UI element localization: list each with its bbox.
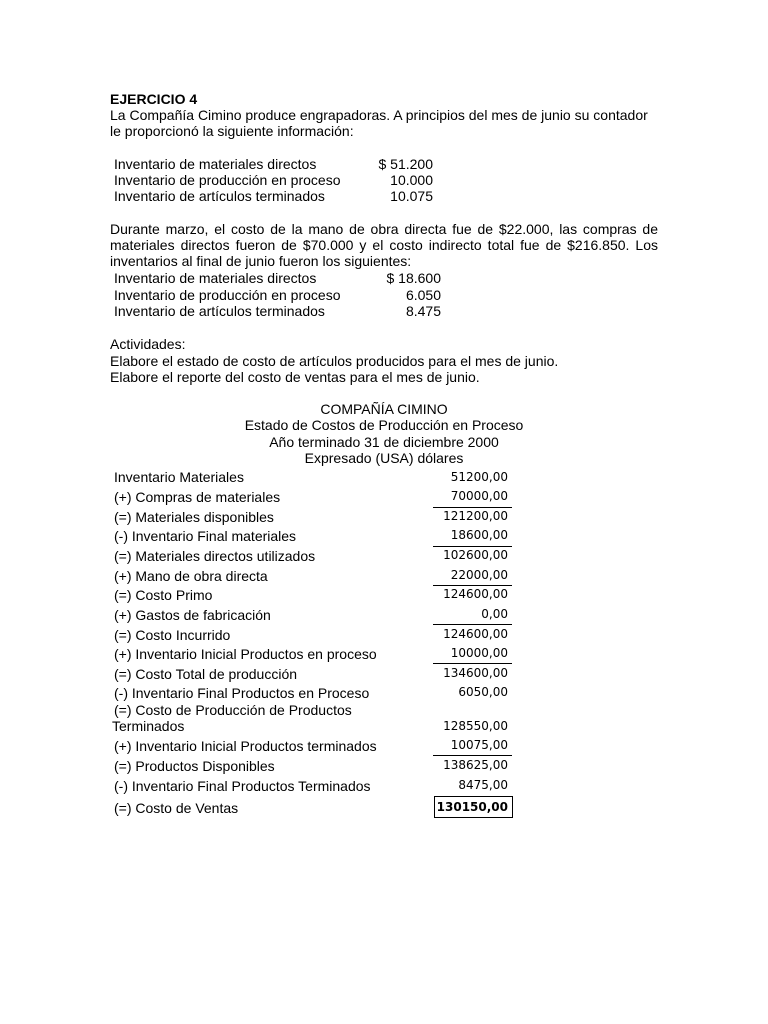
initial-inventory-value: $ 51.200 [378,156,433,172]
initial-inventory-label: Inventario de artículos terminados [114,188,325,204]
statement-currency: Expresado (USA) dólares [304,450,464,466]
statement-row-value: 128550,00 [443,719,508,733]
initial-inventory-label: Inventario de materiales directos [114,156,317,172]
statement-row-label: (+) Mano de obra directa [114,568,268,584]
march-paragraph: Durante marzo, el costo de la mano de obra directa fue de $22.000, las compras de materiales directos fueron de $70.000 y el costo indirecto total fue de $216.850. Los inventarios al final de junio fueron los siguientes: [110,221,658,269]
statement-row-label: (-) Inventario Final Productos Terminados [114,778,371,794]
statement-row-label: (+) Inventario Inicial Productos terminados [114,738,377,754]
statement-row-value: 124600,00 [443,627,508,641]
final-inventory-label: Inventario de artículos terminados [114,303,325,319]
statement-row-label: (=) Costo de Ventas [114,800,239,816]
statement-row-label: (=) Materiales disponibles [114,509,274,525]
statement-row-value: 10075,00 [450,738,508,752]
activities-title: Actividades: [110,336,186,352]
statement-row-label: (+) Inventario Inicial Productos en proceso [114,646,377,662]
initial-inventory-label: Inventario de producción en proceso [114,172,341,188]
statement-title: Estado de Costos de Producción en Proceso [244,417,524,433]
statement-row-label-continued: Terminados [112,718,185,734]
statement-row-value: 102600,00 [443,548,508,562]
final-inventory-label: Inventario de producción en proceso [114,287,341,303]
final-inventory-value: $ 18.600 [386,270,441,286]
activity-item: Elabore el reporte del costo de ventas para el mes de junio. [110,369,480,385]
initial-inventory-value: 10.075 [390,188,433,204]
total-rule [433,624,512,625]
statement-row-value: 22000,00 [450,568,508,582]
statement-row-label: (=) Materiales directos utilizados [114,548,316,564]
total-rule [433,755,512,756]
statement-row-value: 6050,00 [458,685,508,699]
exercise-title: EJERCICIO 4 [110,91,198,107]
intro-line-2: le proporcionó la siguiente información: [110,123,354,139]
statement-row-value: 124600,00 [443,587,508,601]
initial-inventory-value: 10.000 [390,172,433,188]
statement-row-label: (+) Compras de materiales [114,489,281,505]
statement-period: Año terminado 31 de diciembre 2000 [269,434,499,450]
total-rule [433,663,512,664]
statement-company: COMPAÑÍA CIMINO [320,401,448,417]
statement-row-label: (+) Gastos de fabricación [114,607,271,623]
statement-row-value: 121200,00 [443,509,508,523]
statement-row-label: (=) Costo de Producción de Productos [114,702,352,718]
cost-of-sales-value: 130150,00 [436,800,508,814]
final-inventory-value: 6.050 [405,287,441,303]
statement-row-value: 8475,00 [458,778,508,792]
statement-row-label: Inventario Materiales [114,469,244,485]
statement-row-label: (-) Inventario Final materiales [114,528,297,544]
statement-row-value: 51200,00 [450,470,508,484]
statement-row-value: 70000,00 [450,489,508,503]
statement-row-value: 134600,00 [443,666,508,680]
statement-row-value: 138625,00 [443,758,508,772]
statement-row-value: 10000,00 [450,646,508,660]
statement-row-label: (=) Costo Total de producción [114,666,298,682]
statement-row-value: 0,00 [481,607,508,621]
statement-row-value: 18600,00 [450,528,508,542]
final-inventory-value: 8.475 [405,303,441,319]
final-inventory-label: Inventario de materiales directos [114,270,317,286]
activity-item: Elabore el estado de costo de artículos producidos para el mes de junio. [110,353,559,369]
statement-row-label: (=) Costo Primo [114,587,213,603]
statement-row-label: (-) Inventario Final Productos en Proceso [114,685,370,701]
statement-row-label: (=) Productos Disponibles [114,758,275,774]
intro-line-1: La Compañía Cimino produce engrapadoras. A principios del mes de junio su contador [110,107,648,123]
statement-row-label: (=) Costo Incurrido [114,627,231,643]
